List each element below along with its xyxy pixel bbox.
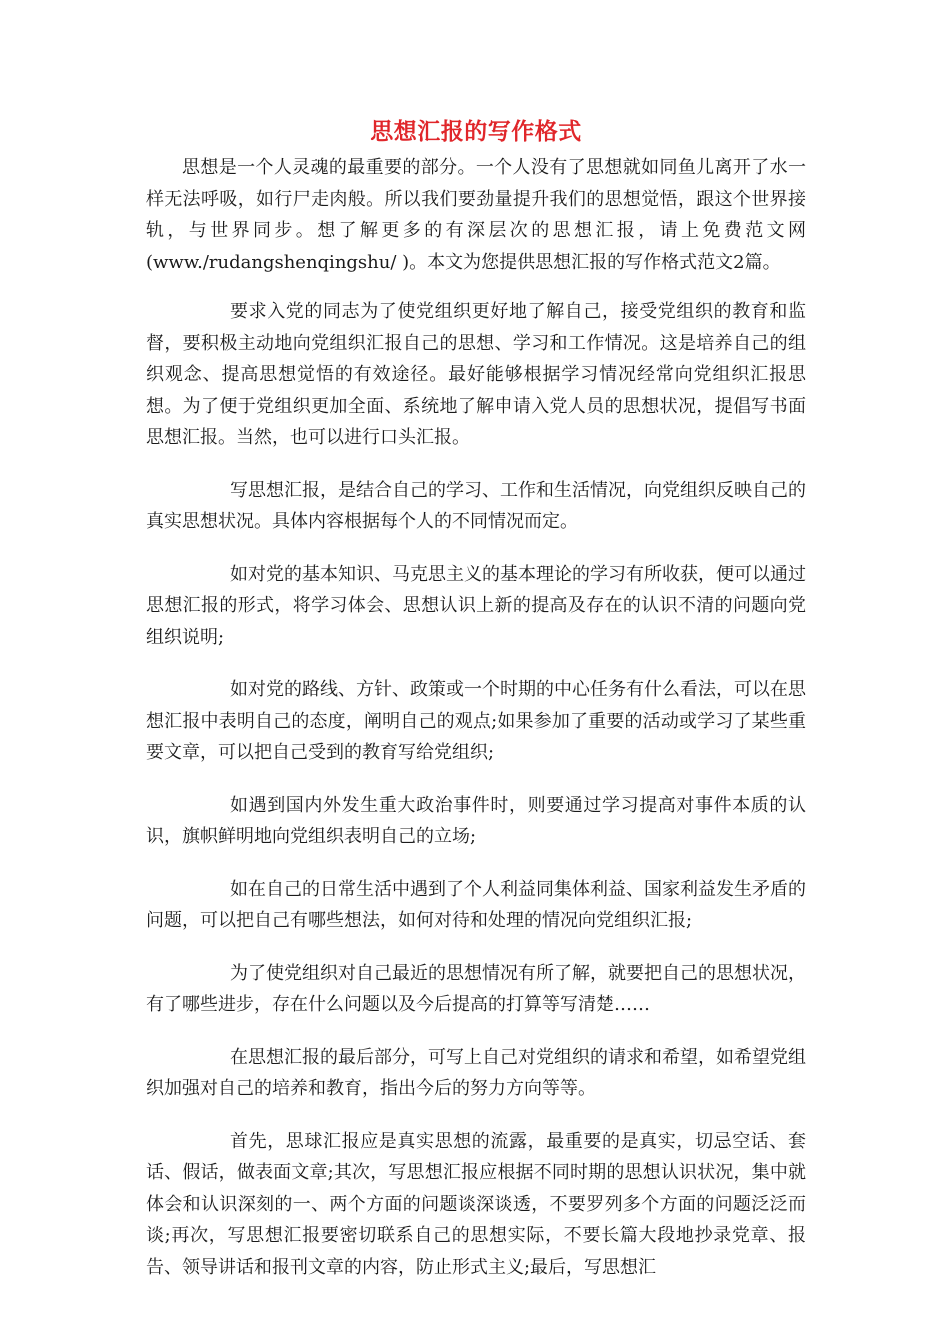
body-paragraph: 为了使党组织对自己最近的思想情况有所了解，就要把自己的思想状况，有了哪些进步，存在什么问题以及今后提高的打算等写清楚…… (146, 962, 806, 1015)
body-paragraph: 写思想汇报，是结合自己的学习、工作和生活情况，向党组织反映自己的真实思想状况。具体内容根据每个人的不同情况而定。 (146, 479, 806, 532)
body-paragraph: 如对党的基本知识、马克思主义的基本理论的学习有所收获，便可以通过思想汇报的形式，将学习体会、思想认识上新的提高及存在的认识不清的问题向党组织说明; (146, 563, 806, 648)
document-page (146, 112, 806, 1304)
document-title: 思想汇报的写作格式 (370, 119, 582, 145)
body-paragraph: 在思想汇报的最后部分，可写上自己对党组织的请求和希望，如希望党组织加强对自己的培养和教育，指出今后的努力方向等等。 (146, 1046, 806, 1099)
body-paragraph: 如遇到国内外发生重大政治事件时，则要通过学习提高对事件本质的认识，旗帜鲜明地向党组织表明自己的立场; (146, 794, 806, 847)
body-paragraph: 如在自己的日常生活中遇到了个人利益同集体利益、国家利益发生矛盾的问题，可以把自己有哪些想法，如何对待和处理的情况向党组织汇报; (146, 878, 806, 931)
body-paragraph: 如对党的路线、方针、政策或一个时期的中心任务有什么看法，可以在思想汇报中表明自己的态度，阐明自己的观点;如果参加了重要的活动或学习了某些重要文章，可以把自己受到的教育写给党组织; (146, 679, 806, 763)
body-paragraph: 要求入党的同志为了使党组织更好地了解自己，接受党组织的教育和监督，要积极主动地向党组织汇报自己的思想、学习和工作情况。这是培养自己的组织观念、提高思想觉悟的有效途径。最好能够根据学习情况经常向党组织汇报思想。为了便于党组织更加全面、系统地了解申请入党人员的思想状况，提倡写书面思想汇报。当然，也可以进行口头汇报。 (146, 301, 806, 448)
body-paragraph: 首先，思球汇报应是真实思想的流露，最重要的是真实，切忌空话、套话、假话，做表面文章;其次，写思想汇报应根据不同时期的思想认识状况，集中就体会和认识深刻的一、两个方面的问题谈深谈透，不要罗列多个方面的问题泛泛而谈;再次，写思想汇报要密切联系自己的思想实际，不要长篇大段地抄录党章、报告、领导讲话和报刊文章的内容，防止形式主义;最后，写思想汇 (146, 1130, 806, 1278)
intro-paragraph: 思想是一个人灵魂的最重要的部分。一个人没有了思想就如同鱼儿离开了水一样无法呼吸，如行尸走肉般。所以我们要劲量提升我们的思想觉悟，跟这个世界接轨，与世界同步。想了解更多的有深层次的思想汇报，请上免费范文网(www./rudangshenqingshu/ )。本文为您提供思想汇报的写作格式范文2篇。 (146, 157, 806, 273)
